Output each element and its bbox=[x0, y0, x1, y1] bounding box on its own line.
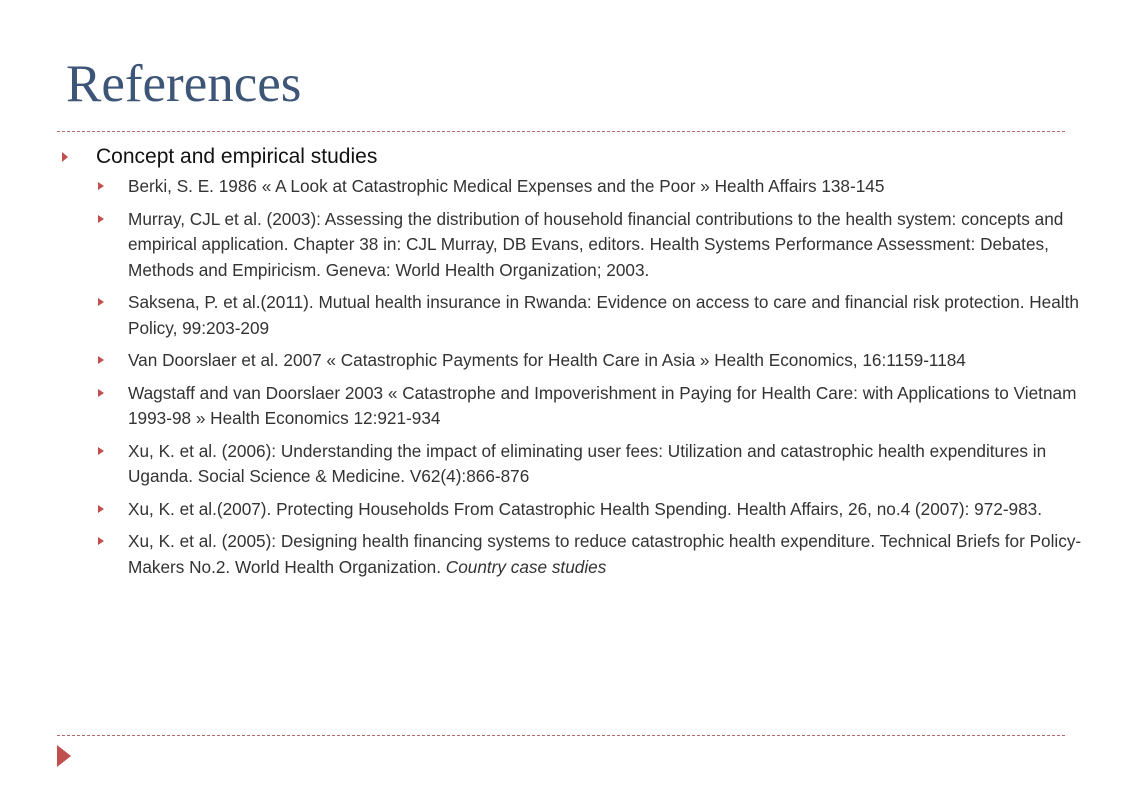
reference-text: Wagstaff and van Doorslaer 2003 « Catastrophe and Impoverishment in Paying for Health Care: with Applications to Vietnam 1993-98 » Health Economics 12:921-934 bbox=[128, 382, 1077, 428]
bullet-triangle-icon bbox=[62, 152, 68, 162]
footer-divider bbox=[57, 735, 1065, 736]
bullet-triangle-icon bbox=[98, 298, 104, 306]
corner-arrow-icon bbox=[57, 745, 71, 767]
bullet-triangle-icon bbox=[98, 215, 104, 223]
reference-item bbox=[128, 439, 1088, 490]
bullet-triangle-icon bbox=[98, 389, 104, 397]
reference-text: Xu, K. et al.(2007). Protecting Households From Catastrophic Health Spending. Health Affairs, 26, no.4 (2007): 972-983. bbox=[128, 498, 1043, 519]
title-divider bbox=[57, 131, 1065, 132]
reference-text: Murray, CJL et al. (2003): Assessing the distribution of household financial contributions to the health system: concepts and empirical application. Chapter 38 in: CJL Murray, DB Evans, editors. Health Systems Performance Assessment: Debates, Methods and Empiricism. Geneva: World Health Organization; 2003. bbox=[128, 208, 1064, 280]
slide-content bbox=[60, 143, 1088, 587]
reference-item bbox=[128, 290, 1088, 341]
reference-text: Xu, K. et al. (2006): Understanding the impact of eliminating user fees: Utilization and catastrophic health expenditures in Uganda. Social Science & Medicine. V62(4):866-876 bbox=[128, 440, 1047, 486]
reference-item bbox=[128, 529, 1088, 580]
reference-text: Xu, K. et al. (2005): Designing health financing systems to reduce catastrophic health expenditure. Technical Briefs for Policy-Makers No.2. World Health Organization. bbox=[128, 531, 1082, 577]
bullet-triangle-icon bbox=[98, 505, 104, 513]
reference-text: Berki, S. E. 1986 « A Look at Catastrophic Medical Expenses and the Poor » Health Affairs 138-145 bbox=[128, 176, 885, 196]
reference-item bbox=[128, 348, 1088, 374]
reference-item bbox=[128, 497, 1088, 523]
bullet-triangle-icon bbox=[98, 356, 104, 364]
reference-text: Van Doorslaer et al. 2007 « Catastrophic Payments for Health Care in Asia » Health Economics, 16:1159-1184 bbox=[128, 350, 966, 370]
bullet-triangle-icon bbox=[98, 537, 104, 545]
slide-title: References bbox=[66, 55, 302, 113]
reference-list bbox=[60, 174, 1088, 580]
reference-italic-text: Country case studies bbox=[445, 556, 607, 577]
section-bullet bbox=[60, 143, 1088, 171]
section-heading: Concept and empirical studies bbox=[96, 145, 378, 168]
reference-item bbox=[128, 174, 1088, 200]
reference-item bbox=[128, 207, 1088, 284]
bullet-triangle-icon bbox=[98, 447, 104, 455]
reference-text: Saksena, P. et al.(2011). Mutual health insurance in Rwanda: Evidence on access to care and financial risk protection. Health Policy, 99:203-209 bbox=[128, 292, 1079, 338]
reference-item bbox=[128, 381, 1088, 432]
bullet-triangle-icon bbox=[98, 182, 104, 190]
